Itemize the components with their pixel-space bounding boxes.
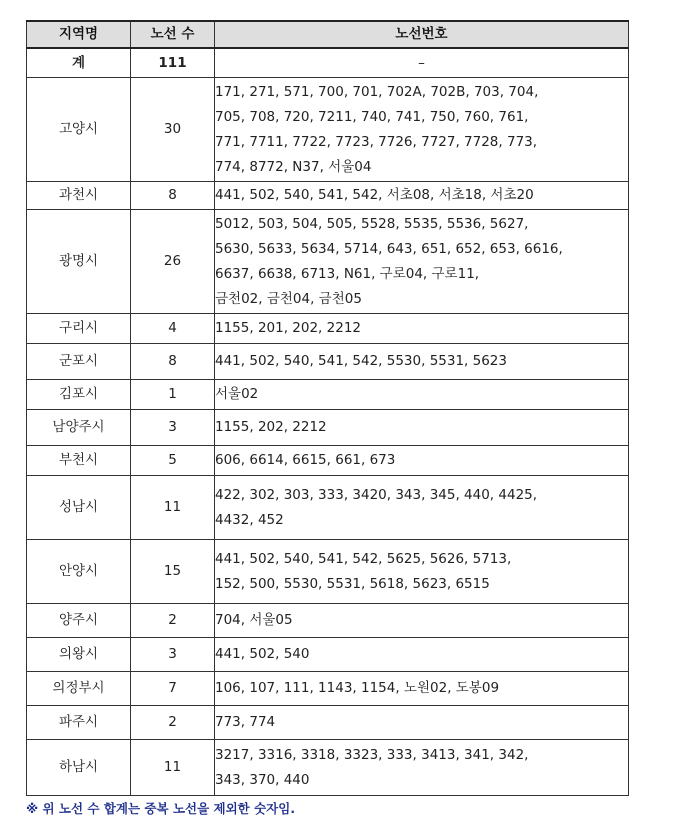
region-cell: 부천시 xyxy=(27,446,131,476)
routes-line: 171, 271, 571, 700, 701, 702A, 702B, 703, 704, xyxy=(215,83,539,100)
table-row xyxy=(27,672,629,706)
count-cell: 4 xyxy=(131,314,215,344)
region-cell: 군포시 xyxy=(27,344,131,380)
table-row xyxy=(27,706,629,740)
routes-line: 5012, 503, 504, 505, 5528, 5535, 5536, 5627, xyxy=(215,215,529,232)
total-count: 111 xyxy=(131,48,215,78)
routes-cell xyxy=(215,380,629,410)
routes-line: 152, 500, 5530, 5531, 5618, 5623, 6515 xyxy=(215,575,490,592)
route-table xyxy=(26,20,629,796)
table-row xyxy=(27,210,629,314)
count-cell: 11 xyxy=(131,740,215,796)
routes-cell xyxy=(215,410,629,446)
table-row xyxy=(27,314,629,344)
table-row xyxy=(27,182,629,210)
region-cell: 성남시 xyxy=(27,476,131,540)
table-row xyxy=(27,540,629,604)
routes-cell xyxy=(215,344,629,380)
count-cell: 11 xyxy=(131,476,215,540)
region-cell: 구리시 xyxy=(27,314,131,344)
routes-cell xyxy=(215,540,629,604)
routes-line: 422, 302, 303, 333, 3420, 343, 345, 440, 4425, xyxy=(215,486,538,503)
region-cell: 의왕시 xyxy=(27,638,131,672)
table-row xyxy=(27,78,629,182)
routes-line: 606, 6614, 6615, 661, 673 xyxy=(215,452,396,468)
routes-cell xyxy=(215,182,629,210)
table-row xyxy=(27,410,629,446)
count-cell: 8 xyxy=(131,344,215,380)
routes-cell xyxy=(215,78,629,182)
header-routes: 노선번호 xyxy=(215,21,629,48)
routes-line: 441, 502, 540, 541, 542, 5625, 5626, 5713, xyxy=(215,550,512,567)
count-cell: 15 xyxy=(131,540,215,604)
count-cell: 5 xyxy=(131,446,215,476)
count-cell: 2 xyxy=(131,706,215,740)
routes-cell xyxy=(215,672,629,706)
footnote: ※ 위 노선 수 합계는 중복 노선을 제외한 숫자임. xyxy=(26,801,296,816)
routes-line: 441, 502, 540, 541, 542, 5530, 5531, 5623 xyxy=(215,353,507,369)
count-cell: 1 xyxy=(131,380,215,410)
region-cell: 남양주시 xyxy=(27,410,131,446)
routes-line: 441, 502, 540 xyxy=(215,646,310,662)
table-row xyxy=(27,344,629,380)
count-cell: 2 xyxy=(131,604,215,638)
routes-line: 106, 107, 111, 1143, 1154, 노원02, 도봉09 xyxy=(215,680,500,696)
region-cell: 과천시 xyxy=(27,182,131,210)
region-cell: 광명시 xyxy=(27,210,131,314)
count-cell: 3 xyxy=(131,410,215,446)
routes-line: 4432, 452 xyxy=(215,511,284,528)
table-row xyxy=(27,380,629,410)
routes-line: 서울02 xyxy=(215,386,259,402)
region-cell: 고양시 xyxy=(27,78,131,182)
routes-line: 773, 774 xyxy=(215,714,276,730)
routes-cell xyxy=(215,604,629,638)
table-row xyxy=(27,446,629,476)
header-row xyxy=(27,21,629,48)
routes-line: 6637, 6638, 6713, N61, 구로04, 구로11, xyxy=(215,265,480,282)
routes-line: 705, 708, 720, 7211, 740, 741, 750, 760, 761, xyxy=(215,108,529,125)
routes-cell xyxy=(215,706,629,740)
region-cell: 하남시 xyxy=(27,740,131,796)
table-row xyxy=(27,476,629,540)
routes-line: 774, 8772, N37, 서울04 xyxy=(215,158,372,175)
total-routes: – xyxy=(215,48,629,78)
routes-line: 441, 502, 540, 541, 542, 서초08, 서초18, 서초20 xyxy=(215,187,534,203)
count-cell: 30 xyxy=(131,78,215,182)
total-row xyxy=(27,48,629,78)
routes-line: 343, 370, 440 xyxy=(215,771,310,788)
routes-cell xyxy=(215,638,629,672)
routes-line: 3217, 3316, 3318, 3323, 333, 3413, 341, 342, xyxy=(215,746,529,763)
routes-line: 771, 7711, 7722, 7723, 7726, 7727, 7728, 773, xyxy=(215,133,538,150)
header-region: 지역명 xyxy=(27,21,131,48)
region-cell: 양주시 xyxy=(27,604,131,638)
count-cell: 3 xyxy=(131,638,215,672)
routes-cell xyxy=(215,740,629,796)
header-count: 노선 수 xyxy=(131,21,215,48)
region-cell: 안양시 xyxy=(27,540,131,604)
table-row xyxy=(27,604,629,638)
routes-cell xyxy=(215,314,629,344)
count-cell: 8 xyxy=(131,182,215,210)
table-header xyxy=(27,21,629,48)
region-cell: 김포시 xyxy=(27,380,131,410)
region-cell: 의정부시 xyxy=(27,672,131,706)
count-cell: 26 xyxy=(131,210,215,314)
count-cell: 7 xyxy=(131,672,215,706)
routes-line: 1155, 201, 202, 2212 xyxy=(215,320,361,336)
table-row xyxy=(27,740,629,796)
routes-line: 704, 서울05 xyxy=(215,612,293,628)
routes-cell xyxy=(215,210,629,314)
total-label: 계 xyxy=(27,48,131,78)
routes-line: 금천02, 금천04, 금천05 xyxy=(215,290,362,307)
routes-cell xyxy=(215,476,629,540)
table-row xyxy=(27,638,629,672)
routes-line: 1155, 202, 2212 xyxy=(215,419,327,435)
routes-cell xyxy=(215,446,629,476)
region-cell: 파주시 xyxy=(27,706,131,740)
table-body xyxy=(27,48,629,796)
routes-line: 5630, 5633, 5634, 5714, 643, 651, 652, 653, 6616, xyxy=(215,240,563,257)
